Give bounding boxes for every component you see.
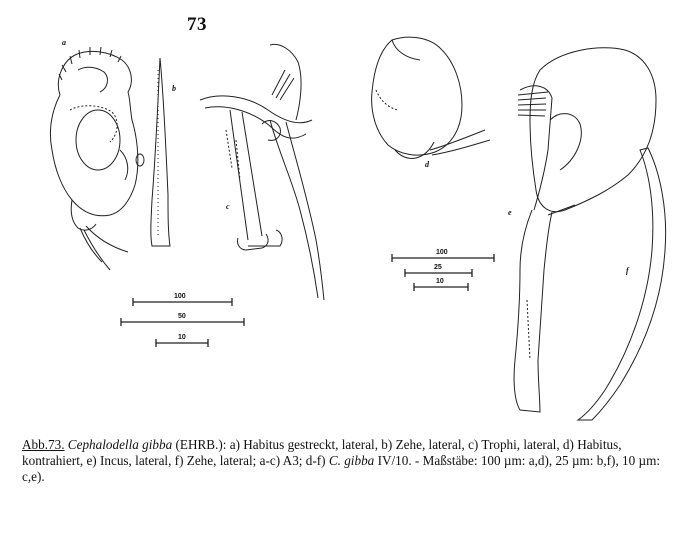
scale-right-10: 10 xyxy=(436,278,444,285)
drawing-a-habitus-extended xyxy=(50,47,144,270)
caption-figure-number: Abb.73. xyxy=(22,437,65,452)
label-e: e xyxy=(508,208,512,217)
plate-number: 73 xyxy=(187,14,207,35)
caption-species-short: C. gibba xyxy=(328,453,375,468)
label-d: d xyxy=(425,160,429,169)
label-c: c xyxy=(226,202,230,211)
figure-caption xyxy=(22,437,682,485)
scale-right-100: 100 xyxy=(436,249,448,256)
scale-right-25: 25 xyxy=(434,264,442,271)
caption-text-1: (EHRB.): a) Habitus gestreckt, lateral, b) Zehe, lateral, c) Trophi, lateral, d) Habitus, kontrahiert, e) Incus, lateral, f) Zehe, lateral; a-c) A3; d-f) xyxy=(22,437,622,468)
label-b: b xyxy=(172,84,176,93)
drawing-d-habitus-contracted xyxy=(372,37,490,158)
caption-species: Cephalodella gibba xyxy=(67,437,173,452)
label-a: a xyxy=(62,38,66,47)
scale-left-10: 10 xyxy=(178,334,186,341)
scale-left-100: 100 xyxy=(174,293,186,300)
scale-left-50: 50 xyxy=(178,313,186,320)
label-f: f xyxy=(626,266,629,275)
drawing-e-incus xyxy=(514,48,656,412)
scale-bars-right xyxy=(392,254,494,291)
caption-text-2: IV/10. - Maßstäbe: 100 µm: a,d), 25 µm: b,f), 10 µm: c,e). xyxy=(22,453,661,484)
drawing-b-toe xyxy=(151,58,170,246)
drawing-c-trophi xyxy=(200,44,324,300)
drawing-f-toe xyxy=(578,148,666,420)
